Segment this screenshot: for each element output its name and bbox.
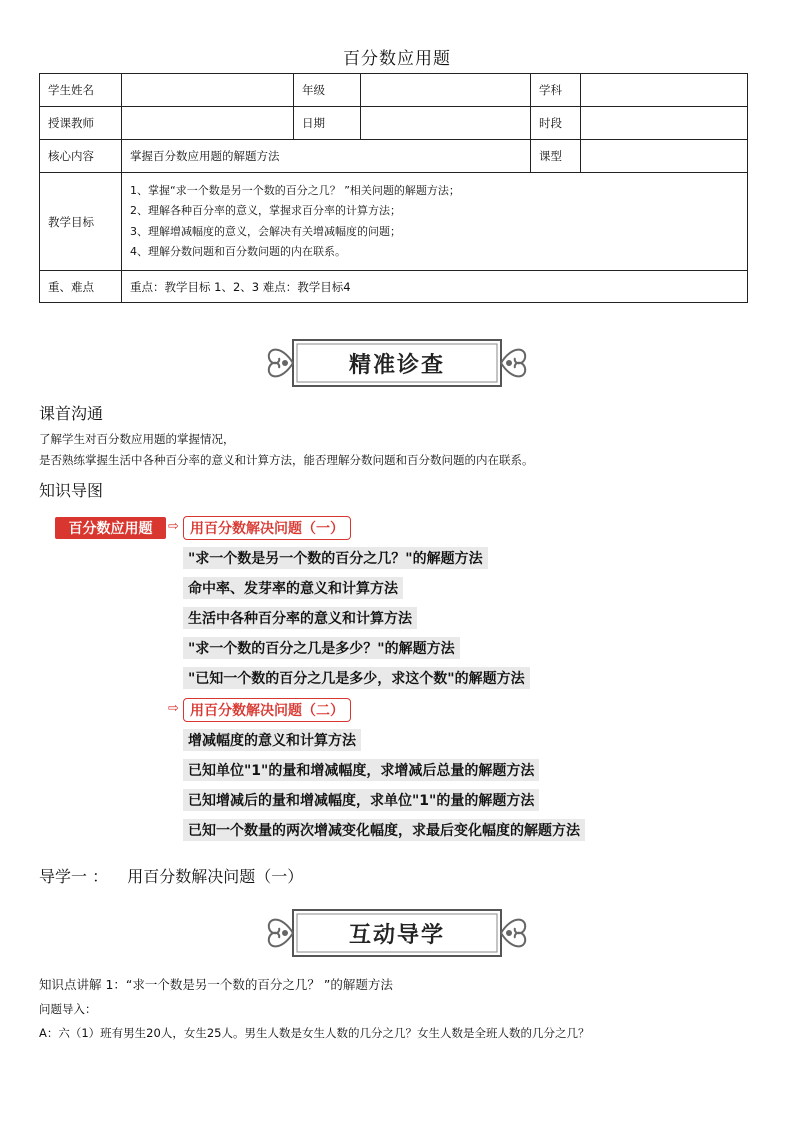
arrow-right-icon: ⇨	[168, 701, 179, 716]
period-label: 时段	[531, 107, 581, 140]
date-value	[361, 107, 531, 140]
lesson-info-table	[39, 73, 748, 303]
teacher-label: 授课教师	[40, 107, 122, 140]
teacher-value	[122, 107, 294, 140]
key-label: 重、难点	[40, 271, 122, 303]
student-name-label: 学生姓名	[40, 74, 122, 107]
goal-item: 4、理解分数问题和百分数问题的内在联系。	[130, 245, 346, 258]
goal-item: 3、理解增减幅度的意义，会解决有关增减幅度的问题；	[130, 224, 401, 238]
knowledge-title: 知识点讲解 1：“求一个数是另一个数的百分之几？ ”的解题方法	[39, 977, 393, 992]
goal-item: 1、掌握“求一个数是另一个数的百分之几？ ”相关问题的解题方法；	[130, 183, 460, 197]
subject-value	[581, 74, 748, 107]
section-comm-line-1: 了解学生对百分数应用题的掌握情况，	[39, 432, 235, 446]
date-label: 日期	[294, 107, 361, 140]
daoxue-title: 用百分数解决问题（一）	[127, 867, 304, 886]
mindmap-leaf: "已知一个数的百分之几是多少，求这个数"的解题方法	[183, 667, 530, 689]
period-value	[581, 107, 748, 140]
mindmap-leaf: 已知一个数量的两次增减变化幅度，求最后变化幅度的解题方法	[183, 819, 585, 841]
goals-label: 教学目标	[40, 173, 122, 271]
section-comm-line-2: 是否熟练掌握生活中各种百分率的意义和计算方法，能否理解分数问题和百分数问题的内在联系。	[39, 453, 534, 467]
goal-item: 2、理解各种百分率的意义，掌握求百分率的计算方法；	[130, 204, 401, 217]
page-title: 百分数应用题	[343, 49, 451, 69]
arrow-right-icon: ⇨	[168, 519, 179, 534]
section-comm-title: 课首沟通	[39, 404, 104, 423]
core-value: 掌握百分数应用题的解题方法	[122, 140, 531, 173]
key-value: 重点：教学目标 1、2、3 难点：教学目标4	[122, 271, 748, 303]
daoxue-label: 导学一 ：	[39, 867, 109, 886]
student-name-value	[122, 74, 294, 107]
mindmap-leaf: 已知增减后的量和增减幅度，求单位"1"的量的解题方法	[183, 789, 539, 811]
banner-interactive	[263, 904, 531, 962]
type-label: 课型	[531, 140, 581, 173]
mindmap-leaf: 增减幅度的意义和计算方法	[183, 729, 361, 751]
grade-label: 年级	[294, 74, 361, 107]
knowledge-question: A：六（1）班有男生20人，女生25人。男生人数是女生人数的几分之几？女生人数是全班人数的几分之几？	[39, 1026, 590, 1040]
banner-diagnosis	[263, 334, 531, 392]
subject-label: 学科	[531, 74, 581, 107]
mindmap-leaf: "求一个数的百分之几是多少？"的解题方法	[183, 637, 460, 659]
mindmap-root: 百分数应用题	[55, 517, 166, 539]
mindmap-branch-2: 用百分数解决问题（二）	[183, 698, 351, 722]
mindmap-leaf: "求一个数是另一个数的百分之几？"的解题方法	[183, 547, 488, 569]
daoxue-heading	[39, 864, 303, 887]
mindmap-branch-1: 用百分数解决问题（一）	[183, 516, 351, 540]
banner-diagnosis-text: 精准诊查	[348, 351, 445, 378]
grade-value	[361, 74, 531, 107]
core-label: 核心内容	[40, 140, 122, 173]
goals-list	[122, 173, 748, 271]
knowledge-intro: 问题导入：	[39, 1002, 97, 1016]
banner-interactive-text: 互动导学	[348, 921, 445, 948]
mindmap-leaf: 生活中各种百分率的意义和计算方法	[183, 607, 417, 629]
mindmap-leaf: 已知单位"1"的量和增减幅度，求增减后总量的解题方法	[183, 759, 539, 781]
section-map-title: 知识导图	[39, 481, 104, 500]
mindmap-leaf: 命中率、发芽率的意义和计算方法	[183, 577, 403, 599]
type-value	[581, 140, 748, 173]
